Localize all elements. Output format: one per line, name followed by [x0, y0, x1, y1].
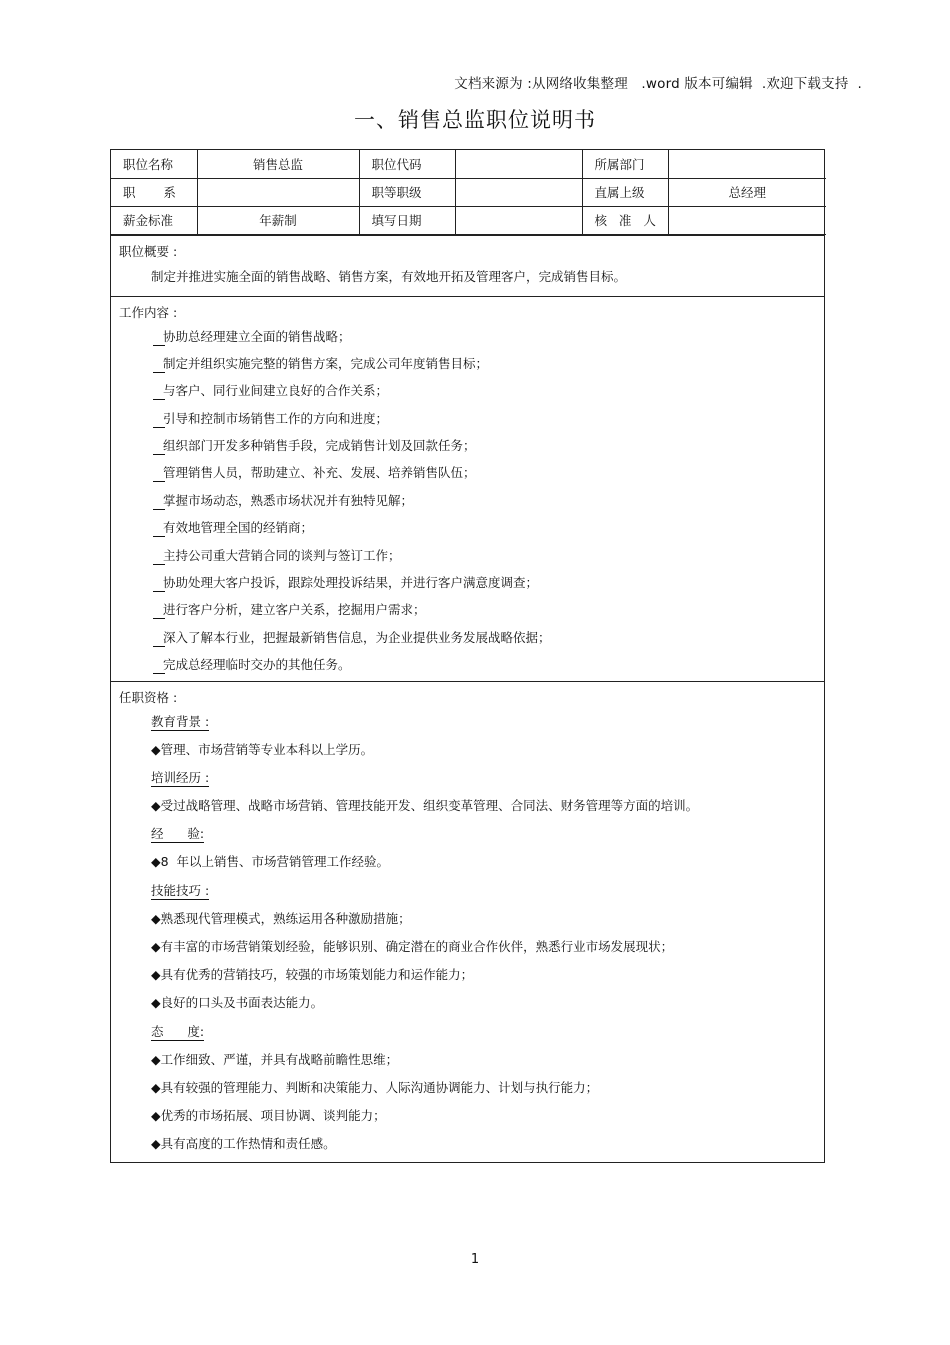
info-label: 职位代码 [359, 150, 455, 178]
duty-text: 协助总经理建立全面的销售战略； [163, 328, 351, 344]
dash-marker [153, 454, 165, 455]
qualification-group-title [111, 1020, 824, 1048]
duties-list [111, 325, 824, 681]
qualification-group-label: 经 验: [151, 826, 205, 842]
duty-item [111, 626, 824, 653]
duty-item [111, 544, 824, 571]
info-label: 所属部门 [582, 150, 668, 178]
info-row [111, 206, 826, 234]
job-description-form [110, 149, 825, 1163]
qualification-item: ◆工作细致、严谨，并具有战略前瞻性思维； [151, 1051, 399, 1067]
summary-heading: 职位概要 : [119, 243, 178, 259]
duty-text: 管理销售人员，帮助建立、补充、发展、培养销售队伍； [163, 465, 476, 481]
duty-text: 制定并组织实施完整的销售方案，完成公司年度销售目标； [163, 355, 489, 371]
duty-text: 主持公司重大营销合同的谈判与签订工作； [163, 547, 401, 563]
duty-text: 引导和控制市场销售工作的方向和进度； [163, 410, 389, 426]
duties-heading: 工作内容 : [119, 304, 178, 320]
qualification-item: ◆具有优秀的营销技巧，较强的市场策划能力和运作能力； [151, 967, 474, 983]
info-row [111, 150, 826, 178]
summary-text: 制定并推进实施全面的销售战略、销售方案，有效地开拓及管理客户，完成销售目标。 [151, 268, 627, 284]
duty-item [111, 516, 824, 543]
info-value: 销售总监 [197, 150, 359, 178]
info-row [111, 178, 826, 206]
duties-section [111, 296, 824, 681]
qualification-group-title [111, 710, 824, 738]
qualification-group-label: 技能技巧 : [151, 882, 210, 898]
duty-item [111, 598, 824, 625]
duty-item [111, 571, 824, 598]
duty-text: 掌握市场动态，熟悉市场状况并有独特见解； [163, 492, 414, 508]
qualification-item: ◆管理、市场营销等专业本科以上学历。 [151, 741, 374, 757]
dash-marker [153, 646, 165, 647]
duty-text: 组织部门开发多种销售手段，完成销售计划及回款任务； [163, 438, 476, 454]
summary-section [111, 235, 824, 296]
qualifications-heading: 任职资格 : [119, 689, 178, 705]
page-number: 1 [470, 1252, 480, 1267]
qualification-item: ◆良好的口头及书面表达能力。 [151, 995, 324, 1011]
duty-text: 与客户、同行业间建立良好的合作关系； [163, 383, 389, 399]
qualification-item: ◆具有较强的管理能力、判断和决策能力、人际沟通协调能力、计划与执行能力； [151, 1079, 599, 1095]
header-note: 文档来源为 :从网络收集整理 .word 版本可编辑 .欢迎下载支持 . [454, 76, 862, 92]
dash-marker [153, 564, 165, 565]
dash-marker [153, 372, 165, 373]
dash-marker [153, 536, 165, 537]
info-value [668, 150, 826, 178]
info-value: 总经理 [668, 178, 826, 206]
qualification-item: ◆有丰富的市场营销策划经验，能够识别、确定潜在的商业合作伙伴，熟悉行业市场发展现状； [151, 939, 674, 954]
dash-marker [153, 345, 165, 346]
info-label: 薪金标准 [111, 206, 197, 234]
duty-item [111, 434, 824, 461]
dash-marker [153, 591, 165, 592]
info-value [455, 206, 582, 234]
info-value [668, 206, 826, 234]
qualification-group-label: 培训经历 : [151, 769, 210, 785]
duty-text: 深入了解本行业，把握最新销售信息，为企业提供业务发展战略依据； [163, 629, 551, 645]
dash-marker [153, 509, 165, 510]
document-title: 一、销售总监职位说明书 [354, 108, 596, 132]
info-value: 年薪制 [197, 206, 359, 234]
qualifications-section [111, 681, 824, 1164]
info-table [111, 150, 826, 235]
qualification-group-title [111, 766, 824, 794]
qualification-group-title [111, 879, 824, 907]
qualification-item: ◆优秀的市场拓展、项目协调、谈判能力； [151, 1108, 386, 1124]
info-label: 职位名称 [111, 150, 197, 178]
qualification-group-title [111, 822, 824, 850]
duty-text: 协助处理大客户投诉，跟踪处理投诉结果，并进行客户满意度调查； [163, 575, 539, 591]
info-label: 职 系 [111, 178, 197, 206]
duty-item [111, 489, 824, 516]
qualification-item: ◆受过战略管理、战略市场营销、管理技能开发、组织变革管理、合同法、财务管理等方面的培训。 [151, 798, 699, 814]
duty-text: 有效地管理全国的经销商； [163, 520, 314, 536]
dash-marker [153, 618, 165, 619]
duty-text: 进行客户分析，建立客户关系，挖掘用户需求； [163, 602, 426, 618]
dash-marker [153, 673, 165, 674]
qualifications-list [111, 710, 824, 1161]
info-label: 职等职级 [359, 178, 455, 206]
qualification-item: ◆8 年以上销售、市场营销管理工作经验。 [151, 854, 390, 870]
info-value [455, 178, 582, 206]
duty-item [111, 379, 824, 406]
info-label: 直属上级 [582, 178, 668, 206]
dash-marker [153, 481, 165, 482]
duty-text: 完成总经理临时交办的其他任务。 [163, 657, 351, 673]
duty-item [111, 352, 824, 379]
qualification-group-label: 教育背景 : [151, 713, 210, 729]
info-label: 核 准 人 [582, 206, 668, 234]
duty-item [111, 407, 824, 434]
qualification-group-label: 态 度: [151, 1023, 205, 1039]
dash-marker [153, 427, 165, 428]
duty-item [111, 653, 824, 680]
duty-item [111, 461, 824, 488]
qualification-item: ◆熟悉现代管理模式，熟练运用各种激励措施； [151, 910, 411, 926]
info-label: 填写日期 [359, 206, 455, 234]
dash-marker [153, 399, 165, 400]
qualification-item: ◆具有高度的工作热情和责任感。 [151, 1136, 336, 1152]
duty-item [111, 325, 824, 352]
info-value [197, 178, 359, 206]
info-value [455, 150, 582, 178]
